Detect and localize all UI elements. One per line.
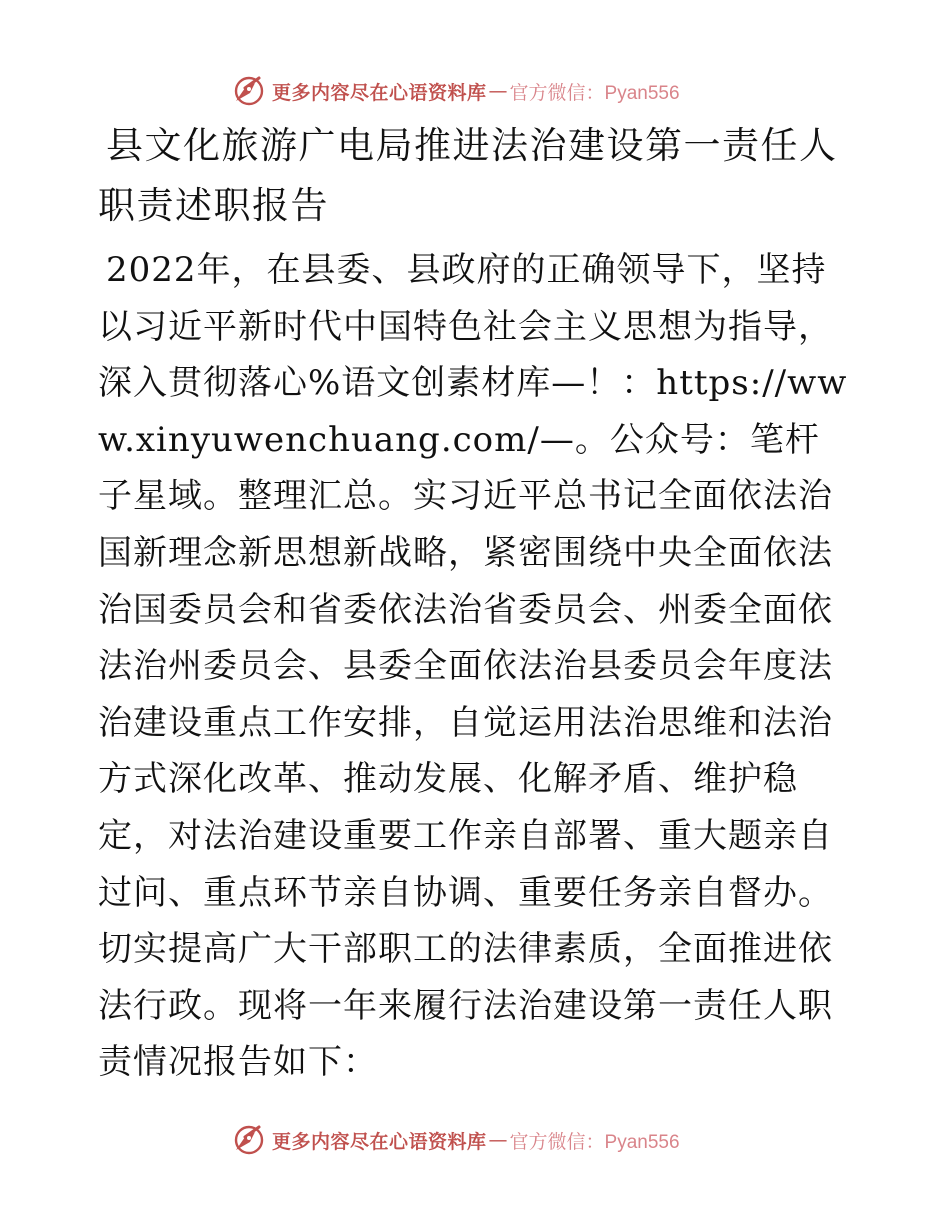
banner-separator: —	[488, 1129, 508, 1151]
banner-brand-text: 更多内容尽在心语资料库	[272, 81, 487, 104]
footer-banner	[232, 1122, 680, 1158]
banner-contact-text: 官方微信：Pyan556	[509, 82, 680, 104]
pen-logo-icon	[232, 1123, 266, 1157]
banner-contact-text: 官方微信：Pyan556	[509, 1131, 680, 1153]
pen-logo-icon	[232, 74, 266, 108]
document-title: 县文化旅游广电局推进法治建设第一责任人职责述职报告	[98, 124, 838, 227]
header-banner	[232, 73, 680, 109]
banner-separator: —	[488, 80, 508, 102]
banner-brand-text: 更多内容尽在心语资料库	[272, 1130, 487, 1153]
document-paragraph: 2022年，在县委、县政府的正确领导下，坚持以习近平新时代中国特色社会主义思想为指导，深入贯彻落心%语文创素材库—！：https://www.xinyuwenchuang.com/—。公众号：笔杆子星域。整理汇总。实习近平总书记全面依法治国新理念新思想新战略，紧密围绕中央全面依法治国委员会和省委依法治省委员会、州委全面依法治州委员会、县委全面依法治县委员会年度法治建设重点工作安排，自觉运用法治思维和法治方式深化改革、推动发展、化解矛盾、维护稳定，对法治建设重要工作亲自部署、重大题亲自过问、重点环节亲自协调、重要任务亲自督办。切实提高广大干部职工的法律素质，全面推进依法行政。现将一年来履行法治建设第一责任人职责情况报告如下：	[98, 250, 848, 1083]
